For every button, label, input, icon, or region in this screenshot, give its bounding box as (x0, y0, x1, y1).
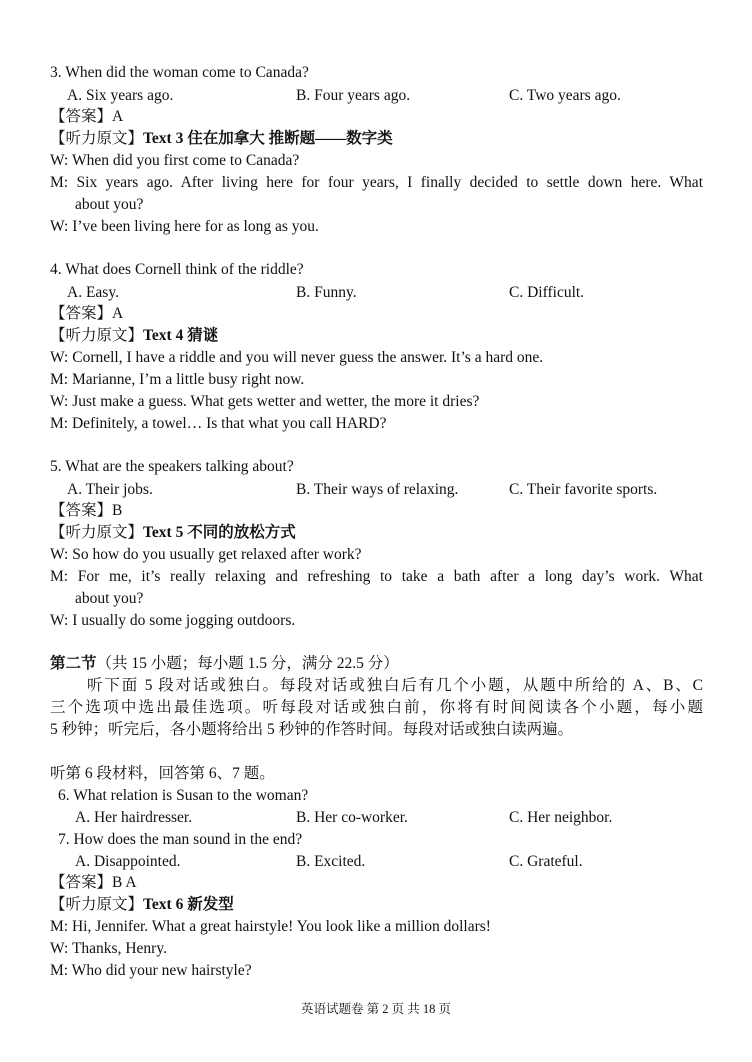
transcript-label: 【听力原文】 (50, 524, 144, 541)
q4-option-b: B. Funny. (296, 284, 357, 301)
q3-option-a: A. Six years ago. (67, 87, 174, 104)
q5-transcript-line: W: I usually do some jogging outdoors. (50, 612, 296, 629)
q4-transcript-line: W: Just make a guess. What gets wetter and wetter, the more it dries? (50, 393, 480, 410)
q4-option-a: A. Easy. (67, 284, 119, 301)
transcript-label: 【听力原文】 (50, 130, 144, 147)
transcript-title: Text 4 猜谜 (143, 327, 219, 344)
q4-transcript-heading (50, 326, 218, 346)
material-6-answer (50, 873, 137, 893)
section-2-instruction: 5 秒钟；听完后，各小题将给出 5 秒钟的作答时间。每段对话或独白读两遍。 (50, 721, 574, 738)
q5-answer (50, 501, 122, 521)
transcript-title: Text 3 住在加拿大 推断题——数字类 (143, 130, 393, 147)
answer-label: 【答案】 (50, 305, 113, 322)
material-6-transcript-line: W: Thanks, Henry. (50, 940, 167, 957)
section-2-instruction: 听下面 5 段对话或独白。每段对话或独白后有几个小题，从题中所给的 A、B、C (87, 677, 703, 694)
material-6-transcript-heading (50, 895, 234, 915)
q6-option-b: B. Her co-worker. (296, 809, 408, 826)
q5-transcript-line: about you? (75, 590, 144, 607)
transcript-label: 【听力原文】 (50, 896, 144, 913)
material-6-intro: 听第 6 段材料，回答第 6、7 题。 (50, 765, 275, 782)
question-6: 6. What relation is Susan to the woman? (58, 787, 309, 804)
material-6-transcript-line: M: Who did your new hairstyle? (50, 962, 252, 979)
q3-option-b: B. Four years ago. (296, 87, 411, 104)
q3-transcript-line: W: When did you first come to Canada? (50, 152, 300, 169)
q4-transcript-line: M: Definitely, a towel… Is that what you call HARD? (50, 415, 387, 432)
q5-transcript-heading (50, 523, 296, 543)
answer-value: B A (112, 874, 137, 891)
q5-option-c: C. Their favorite sports. (509, 481, 658, 498)
question-4: 4. What does Cornell think of the riddle? (50, 261, 304, 278)
material-6-transcript-line: M: Hi, Jennifer. What a great hairstyle! You look like a million dollars! (50, 918, 491, 935)
question-5: 5. What are the speakers talking about? (50, 458, 294, 475)
question-3: 3. When did the woman come to Canada? (50, 64, 309, 81)
transcript-label: 【听力原文】 (50, 327, 144, 344)
section-2-heading (50, 654, 399, 674)
q4-transcript-line: M: Marianne, I’m a little busy right now. (50, 371, 305, 388)
answer-value: A (112, 108, 124, 125)
q5-transcript-line: W: So how do you usually get relaxed after work? (50, 546, 362, 563)
q4-answer (50, 304, 123, 324)
q3-option-c: C. Two years ago. (509, 87, 621, 104)
q7-option-b: B. Excited. (296, 853, 366, 870)
section-2-instruction: 三个选项中选出最佳选项。听每段对话或独白前，你将有时间阅读各个小题，每小题 (50, 699, 703, 716)
q3-transcript-heading (50, 129, 393, 149)
transcript-title: Text 5 不同的放松方式 (143, 524, 296, 541)
q7-option-a: A. Disappointed. (75, 853, 181, 870)
section-title: 第二节 (50, 655, 97, 672)
q3-transcript-line: about you? (75, 196, 144, 213)
answer-label: 【答案】 (50, 874, 113, 891)
q4-option-c: C. Difficult. (509, 284, 585, 301)
q7-option-c: C. Grateful. (509, 853, 583, 870)
q4-transcript-line: W: Cornell, I have a riddle and you will never guess the answer. It’s a hard one. (50, 349, 544, 366)
q5-option-a: A. Their jobs. (67, 481, 153, 498)
q5-option-b: B. Their ways of relaxing. (296, 481, 459, 498)
answer-label: 【答案】 (50, 502, 113, 519)
transcript-title: Text 6 新发型 (143, 896, 234, 913)
answer-value: A (112, 305, 124, 322)
q3-transcript-line: W: I’ve been living here for as long as you. (50, 218, 319, 235)
page-footer: 英语试题卷 第 2 页 共 18 页 (300, 1002, 451, 1016)
q3-answer (50, 107, 123, 127)
answer-value: B (112, 502, 123, 519)
q5-transcript-line: M: For me, it’s really relaxing and refreshing to take a bath after a long day’s work. What (50, 568, 703, 585)
q6-option-a: A. Her hairdresser. (75, 809, 193, 826)
section-note: （共 15 小题；每小题 1.5 分，满分 22.5 分） (96, 655, 399, 672)
answer-label: 【答案】 (50, 108, 113, 125)
q3-transcript-line: M: Six years ago. After living here for four years, I finally decided to settle down here. What (50, 174, 703, 191)
q6-option-c: C. Her neighbor. (509, 809, 613, 826)
question-7: 7. How does the man sound in the end? (58, 831, 303, 848)
